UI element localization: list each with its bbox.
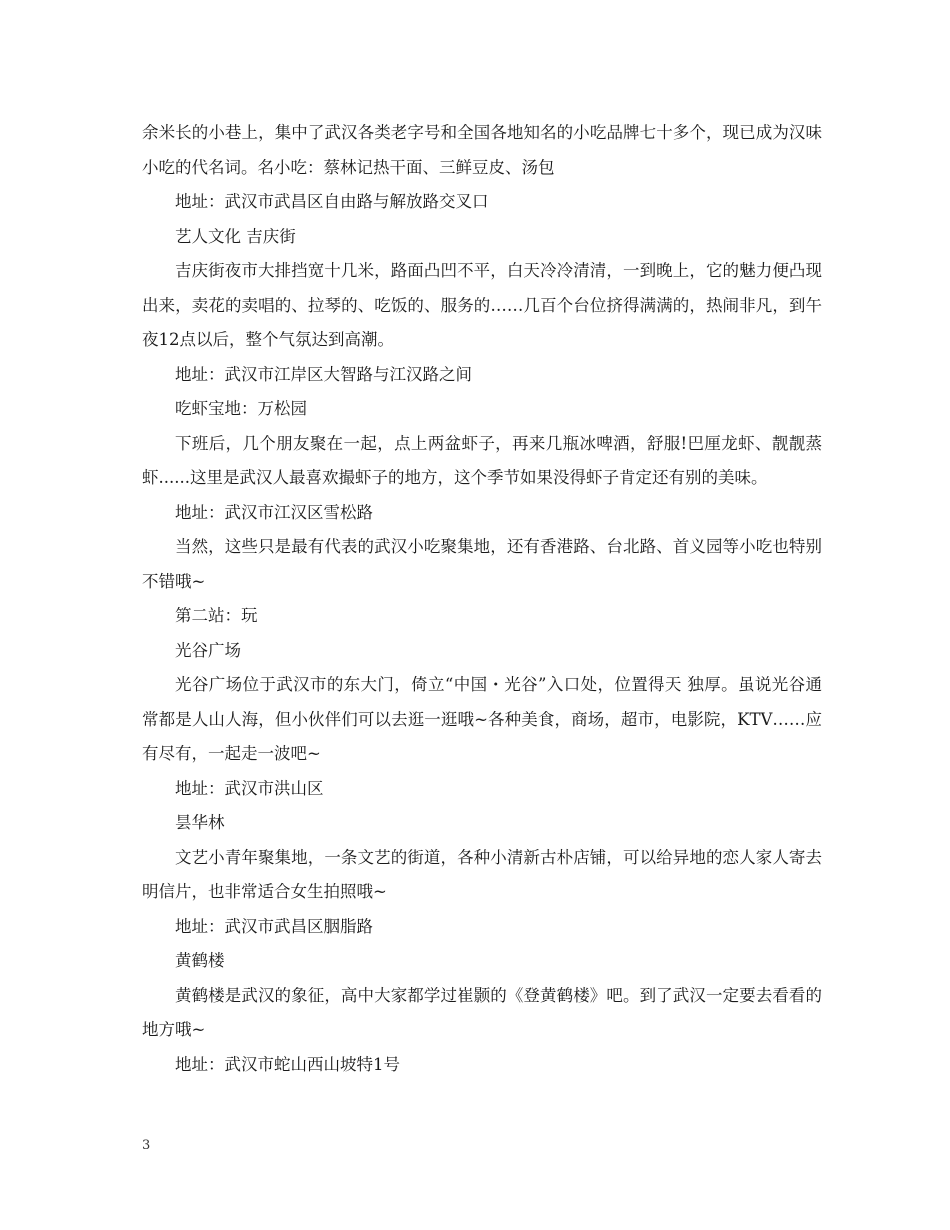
body-text bbox=[142, 116, 822, 1082]
address-line: 地址：武汉市武昌区胭脂路 bbox=[175, 916, 373, 936]
paragraph: 光谷广场位于武汉市的东大门，倚立“中国・光谷”入口处，位置得天 独厚。虽说光谷通常都是人山人海，但小伙伴们可以去逛一逛哦~各种美食，商场，超市，电影院，KTV……应有尽有，一起走一波吧~ bbox=[142, 675, 822, 763]
address-line: 地址：武汉市江岸区大智路与江汉路之间 bbox=[175, 364, 472, 384]
address-line: 地址：武汉市武昌区自由路与解放路交叉口 bbox=[175, 192, 489, 211]
paragraph: 余米长的小巷上，集中了武汉各类老字号和全国各地知名的小吃品牌七十多个，现已成为汉味小吃的代名词。名小吃：蔡林记热干面、三鲜豆皮、汤包 bbox=[142, 123, 822, 177]
paragraph: 黄鹤楼是武汉的象征，高中大家都学过崔颢的《登黄鹤楼》吧。到了武汉一定要去看看的地方哦~ bbox=[142, 985, 822, 1039]
address-line: 地址：武汉市蛇山西山坡特1号 bbox=[175, 1054, 400, 1074]
page-number: 3 bbox=[142, 1138, 151, 1153]
section-heading: 第二站：玩 bbox=[175, 606, 258, 625]
section-heading: 吃虾宝地：万松园 bbox=[175, 399, 307, 418]
section-heading: 艺人文化 吉庆街 bbox=[175, 226, 296, 246]
paragraph: 下班后，几个朋友聚在一起，点上两盆虾子，再来几瓶冰啤酒，舒服!巴厘龙虾、靓靓蒸虾......这里是武汉人最喜欢撮虾子的地方，这个季节如果没得虾子肯定还有别的美味。 bbox=[142, 433, 822, 487]
address-line: 地址：武汉市江汉区雪松路 bbox=[175, 502, 373, 522]
paragraph: 吉庆街夜市大排挡宽十几米，路面凸凹不平，白天冷冷清清，一到晚上，它的魅力便凸现出来，卖花的卖唱的、拉琴的、吃饭的、服务的……几百个台位挤得满满的，热闹非凡，到午夜12点以后，整个气氛达到高潮。 bbox=[142, 261, 822, 349]
paragraph: 当然，这些只是最有代表的武汉小吃聚集地，还有香港路、台北路、首义园等小吃也特别不错哦~ bbox=[142, 537, 822, 591]
section-heading: 黄鹤楼 bbox=[175, 951, 225, 970]
section-heading: 光谷广场 bbox=[175, 640, 241, 660]
section-heading: 昙华林 bbox=[175, 813, 225, 832]
paragraph: 文艺小青年聚集地，一条文艺的街道，各种小清新古朴店铺，可以给异地的恋人家人寄去明信片，也非常适合女生拍照哦~ bbox=[142, 847, 822, 901]
address-line: 地址：武汉市洪山区 bbox=[175, 778, 324, 798]
